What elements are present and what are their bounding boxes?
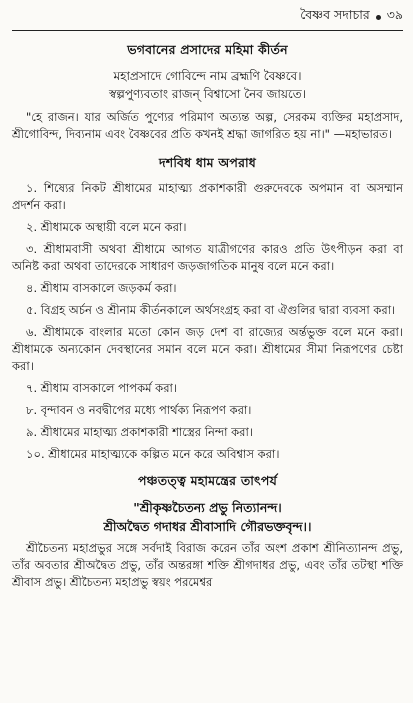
page-body	[12, 36, 403, 591]
list-item: ৯. শ্রীধামের মাহাত্ম্য প্রকাশকারী শাস্ত্রের নিন্দা করা।	[26, 425, 253, 439]
body-paragraph: শ্রীচৈতন্য মহাপ্রভুর সঙ্গে সর্বদাই বিরাজ করেন তাঁর অংশ প্রকাশ শ্রীনিত্যানন্দ প্রভু, তাঁর অবতার শ্রীঅদ্বৈত প্রভু, তাঁর অন্তরঙ্গা শক্তি শ্রীগদাধর প্রভু, এবং তাঁর তটস্থা শক্তি শ্রীবাস প্রভু। শ্রীচৈতন্য মহাপ্রভু স্বয়ং পরমেশ্বর	[12, 541, 403, 589]
list-item: ৫. বিগ্রহ অর্চন ও শ্রীনাম কীর্তনকালে অর্থসংগ্রহ করা বা ঐগুলির দ্বারা ব্যবসা করা।	[26, 303, 396, 317]
quote-paragraph	[12, 109, 403, 143]
verse-line: শ্রীঅদ্বৈত গদাধর শ্রীবাসাদি গৌরভক্তবৃন্দ।।	[103, 519, 312, 534]
list-item: ২. শ্রীধামকে অস্থায়ী বলে মনে করা।	[26, 220, 187, 234]
list-item: ৬. শ্রীধামকে বাংলার মতো কোন জড় দেশ বা রাজ্যের অর্ন্তভুক্ত বলে মনে করা। শ্রীধামকে অন্যকোন দেবস্থানের সমান বলে মনে করা। শ্রীধামের সীমা নিরূপণের চেষ্টা করা।	[12, 325, 403, 373]
list-item: ৮. বৃন্দাবন ও নবদ্বীপের মধ্যে পার্থক্য নিরূপণ করা।	[26, 403, 252, 417]
list-item: ১. শিষ্যের নিকট শ্রীধামের মাহাত্ম্য প্রকাশকারী গুরুদেবকে অপমান বা অসম্মান প্রদর্শন করা।	[12, 181, 403, 212]
list-item: ১০. শ্রীধামের মাহাত্ম্যকে কল্পিত মনে করে অবিশ্বাস করা।	[26, 447, 280, 461]
section-heading-panchatattva: পঞ্চতত্ত্ব মহামন্ত্রের তাৎপর্য	[138, 473, 277, 488]
list-item: ৩. শ্রীধামবাসী অথবা শ্রীধামে আগত যাত্রীগণের কারও প্রতি উৎপীড়ন করা বা অনিষ্ট করা অথবা তাদেরকে সাধারণ জড়জাগতিক মানুষ বলে মনে করা।	[12, 242, 403, 273]
verse-line: "শ্রীকৃষ্ণচৈতন্য প্রভু নিত্যানন্দ।	[133, 500, 282, 515]
quote-source: —মহাভারত।	[333, 127, 392, 141]
quote-text: "হে রাজন। যার অর্জিত পুণ্যের পরিমাণ অত্যন্ত অল্প, সেরকম ব্যক্তির মহাপ্রসাদ, শ্রীগোবিন্দ, দিব্যনাম এবং বৈষ্ণবের প্রতি কখনই শ্রদ্ধা জাগরিত হয় না।"	[12, 110, 403, 141]
verse-line: স্বল্পপুণ্যবতাং রাজন্ বিশ্বাসো নৈব জায়তে।	[108, 87, 307, 101]
section-heading-prasad: ভগবানের প্রসাদের মহিমা কীর্তন	[127, 42, 288, 57]
section-heading-dham-aparadh: দশবিধ ধাম অপরাধ	[159, 155, 256, 170]
header-title: বৈষ্ণব সদাচার	[300, 7, 370, 22]
page-number: ৩৯	[386, 7, 403, 22]
bullet-icon	[376, 15, 381, 20]
list-item: ৭. শ্রীধাম বাসকালে পাপকর্ম করা।	[26, 381, 177, 395]
verse-line: মহাপ্রসাদে গোবিন্দে নাম ব্রহ্মণি বৈষ্ণবে।	[113, 69, 302, 83]
running-header	[12, 4, 403, 31]
list-item: ৪. শ্রীধাম বাসকালে জড়কর্ম করা।	[26, 281, 177, 295]
